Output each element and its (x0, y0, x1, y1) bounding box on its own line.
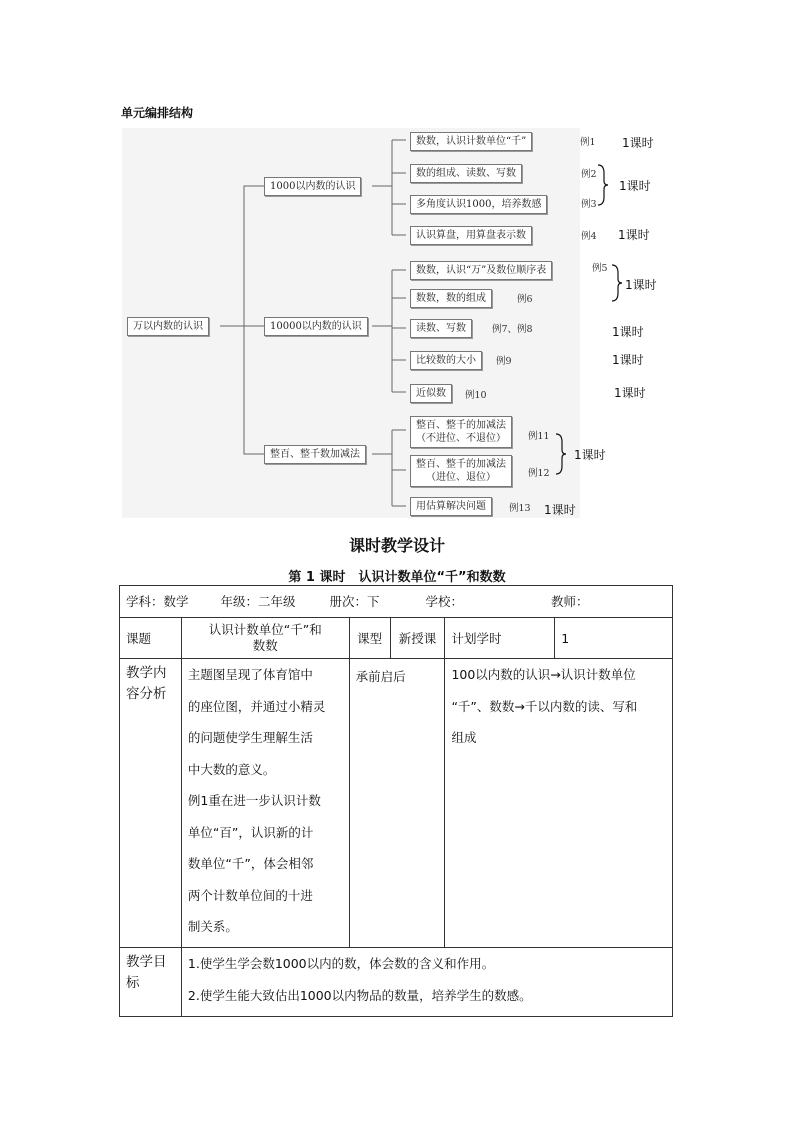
leaf-example: 例13 (509, 503, 531, 514)
table-row (120, 586, 673, 618)
goal-content: 1.使学生学会数1000以内的数，体会数的含义和作用。 2.使学生能大致估出1000以内物品的数量，培养学生的数感。 (181, 947, 672, 1016)
leaf: 整百、整千的加减法 （进位、退位） (410, 455, 512, 487)
analysis-label: 教学内 容分析 (120, 659, 182, 948)
hour-note: 1课时 (619, 179, 651, 193)
leaf-example: 例1 (580, 137, 596, 148)
table-row (120, 618, 673, 659)
school-field: 学校： (425, 594, 463, 609)
hour-note: 1课时 (614, 386, 646, 400)
table-row (120, 947, 673, 1016)
link-label: 承前启后 (349, 659, 445, 948)
topic-label: 课题 (120, 618, 182, 659)
leaf: 读数、写数 (410, 319, 472, 338)
leaf-example: 例5 (592, 263, 608, 274)
page-title: 课时教学设计 (348, 536, 445, 555)
link-content: 100以内数的认识→认识计数单位 “千”、数数→千以内数的读、写和 组成 (445, 659, 673, 948)
type-value: 新授课 (390, 618, 445, 659)
diagram-root: 万以内数的认识 (127, 317, 209, 336)
leaf: 用估算解决问题 (410, 497, 492, 516)
brace-icon (554, 432, 568, 476)
leaf: 数数，认识计数单位“千” (410, 132, 532, 151)
branch-10000: 10000以内数的认识 (264, 317, 368, 336)
branch-1000: 1000以内数的认识 (264, 177, 361, 196)
leaf: 数的组成、读数、写数 (410, 164, 522, 183)
goal-label: 教学目 标 (120, 947, 182, 1016)
leaf-example: 例6 (517, 294, 533, 305)
hours-label: 计划学时 (445, 618, 555, 659)
leaf-example: 例2 (581, 169, 597, 180)
hour-note: 1课时 (574, 448, 606, 462)
subject-field: 学科：数学 (126, 594, 189, 609)
leaf: 比较数的大小 (410, 351, 482, 370)
leaf-example: 例11 (528, 431, 550, 442)
leaf-example: 例9 (496, 356, 512, 367)
leaf-example: 例12 (528, 468, 550, 479)
grade-field: 年级：二年级 (220, 594, 296, 609)
type-label: 课型 (349, 618, 390, 659)
hour-note: 1课时 (544, 503, 576, 517)
branch-addsub: 整百、整千数加减法 (264, 445, 366, 464)
hour-note: 1课时 (612, 353, 644, 367)
leaf: 近似数 (410, 384, 452, 403)
leaf: 认识算盘，用算盘表示数 (410, 226, 532, 245)
info-row (120, 586, 673, 618)
topic-value: 认识计数单位“千”和 数数 (181, 618, 349, 659)
leaf: 整百、整千的加减法 （不进位、不退位） (410, 416, 512, 448)
hour-note: 1课时 (612, 325, 644, 339)
leaf: 多角度认识1000，培养数感 (410, 195, 547, 214)
hour-note: 1课时 (622, 136, 654, 150)
leaf-example: 例3 (581, 199, 597, 210)
hour-note: 1课时 (625, 278, 657, 292)
leaf: 数数，数的组成 (410, 289, 492, 308)
analysis-content: 主题图呈现了体育馆中 的座位图，并通过小精灵 的问题使学生理解生活 中大数的意义。 例1重在进一步认识计数 单位“百”，认识新的计 数单位“千”，体会相邻 两个计数单位间的十进 制关系。 (181, 659, 349, 948)
hours-value: 1 (555, 618, 673, 659)
hour-note: 1课时 (618, 228, 650, 242)
brace-icon (610, 263, 624, 303)
leaf-example: 例10 (465, 390, 487, 401)
brace-icon (596, 163, 610, 207)
table-row (120, 659, 673, 948)
teacher-field: 教师： (550, 594, 589, 609)
lesson-title: 第 1 课时 认识计数单位“千”和数数 (288, 570, 506, 585)
lesson-table (119, 585, 673, 1017)
section-label: 单元编排结构 (121, 106, 194, 120)
leaf-example: 例7、例8 (492, 324, 533, 335)
leaf-example: 例4 (581, 231, 597, 242)
leaf: 数数，认识“万”及数位顺序表 (410, 261, 552, 280)
volume-field: 册次：下 (329, 594, 380, 609)
